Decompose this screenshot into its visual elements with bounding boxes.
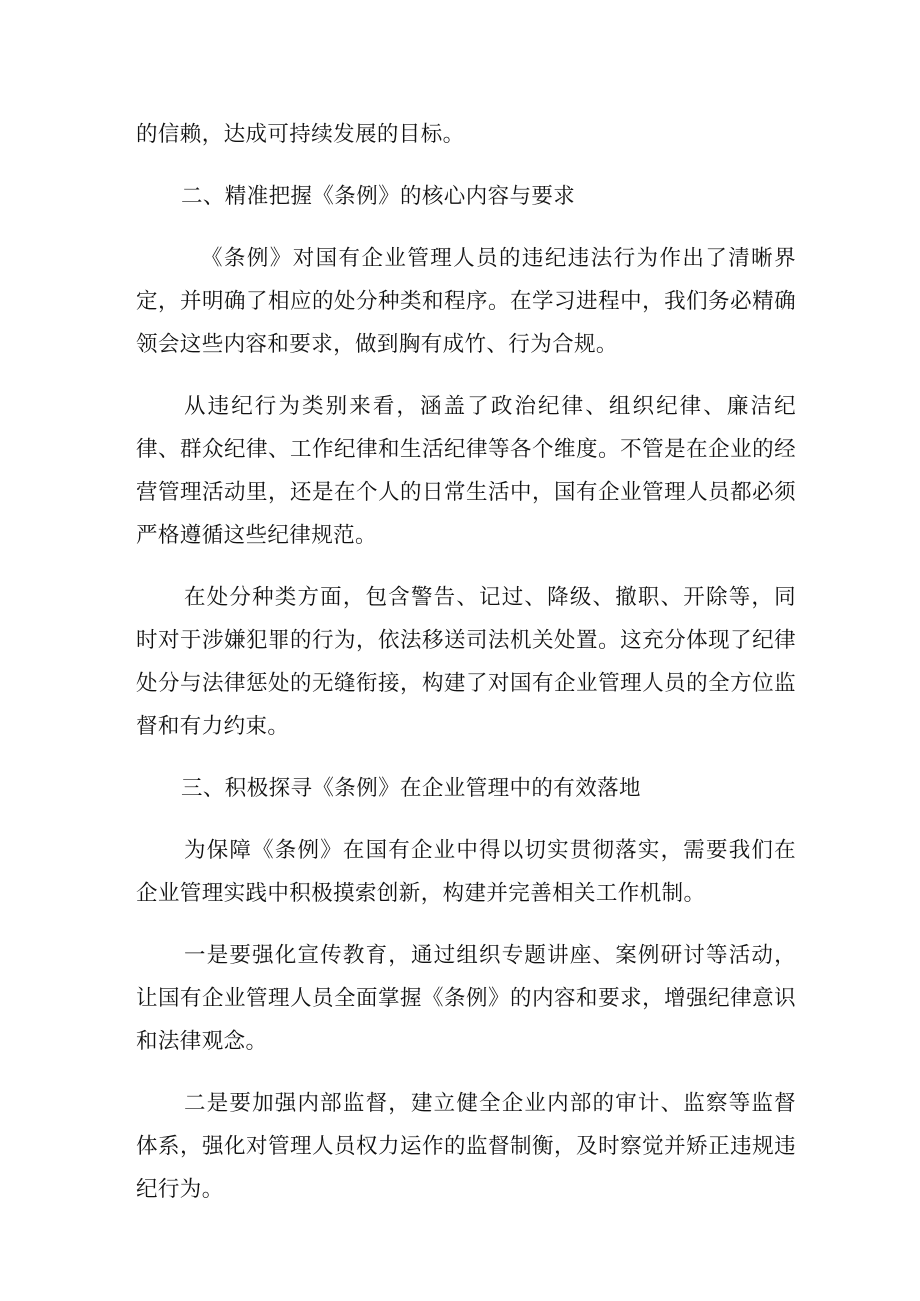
paragraph: 一是要强化宣传教育，通过组织专题讲座、案例研讨等活动，让国有企业管理人员全面掌握《条例》的内容和要求，增强纪律意识和法律观念。 bbox=[136, 943, 796, 1054]
paragraph: 《条例》对国有企业管理人员的违纪违法行为作出了清晰界定，并明确了相应的处分种类和程序。在学习进程中，我们务必精确领会这些内容和要求，做到胸有成竹、行为合规。 bbox=[136, 246, 796, 357]
section-heading-3: 三、积极探寻《条例》在企业管理中的有效落地 bbox=[181, 776, 641, 801]
paragraph: 二是要加强内部监督，建立健全企业内部的审计、监察等监督体系，强化对管理人员权力运作的监督制衡，及时察觉并矫正违规违纪行为。 bbox=[136, 1091, 796, 1202]
paragraph: 从违纪行为类别来看，涵盖了政治纪律、组织纪律、廉洁纪律、群众纪律、工作纪律和生活纪律等各个维度。不管是在企业的经营管理活动里，还是在个人的日常生活中，国有企业管理人员都必须严格遵循这些纪律规范。 bbox=[136, 394, 796, 548]
paragraph-continuation: 的信赖，达成可持续发展的目标。 bbox=[136, 122, 465, 147]
paragraph: 在处分种类方面，包含警告、记过、降级、撤职、开除等，同时对于涉嫌犯罪的行为，依法移送司法机关处置。这充分体现了纪律处分与法律惩处的无缝衔接，构建了对国有企业管理人员的全方位监督和有力约束。 bbox=[136, 585, 796, 739]
document-body bbox=[136, 113, 796, 1230]
section-heading-2: 二、精准把握《条例》的核心内容与要求 bbox=[181, 184, 576, 209]
paragraph: 为保障《条例》在国有企业中得以切实贯彻落实，需要我们在企业管理实践中积极摸索创新，构建并完善相关工作机制。 bbox=[136, 838, 796, 906]
